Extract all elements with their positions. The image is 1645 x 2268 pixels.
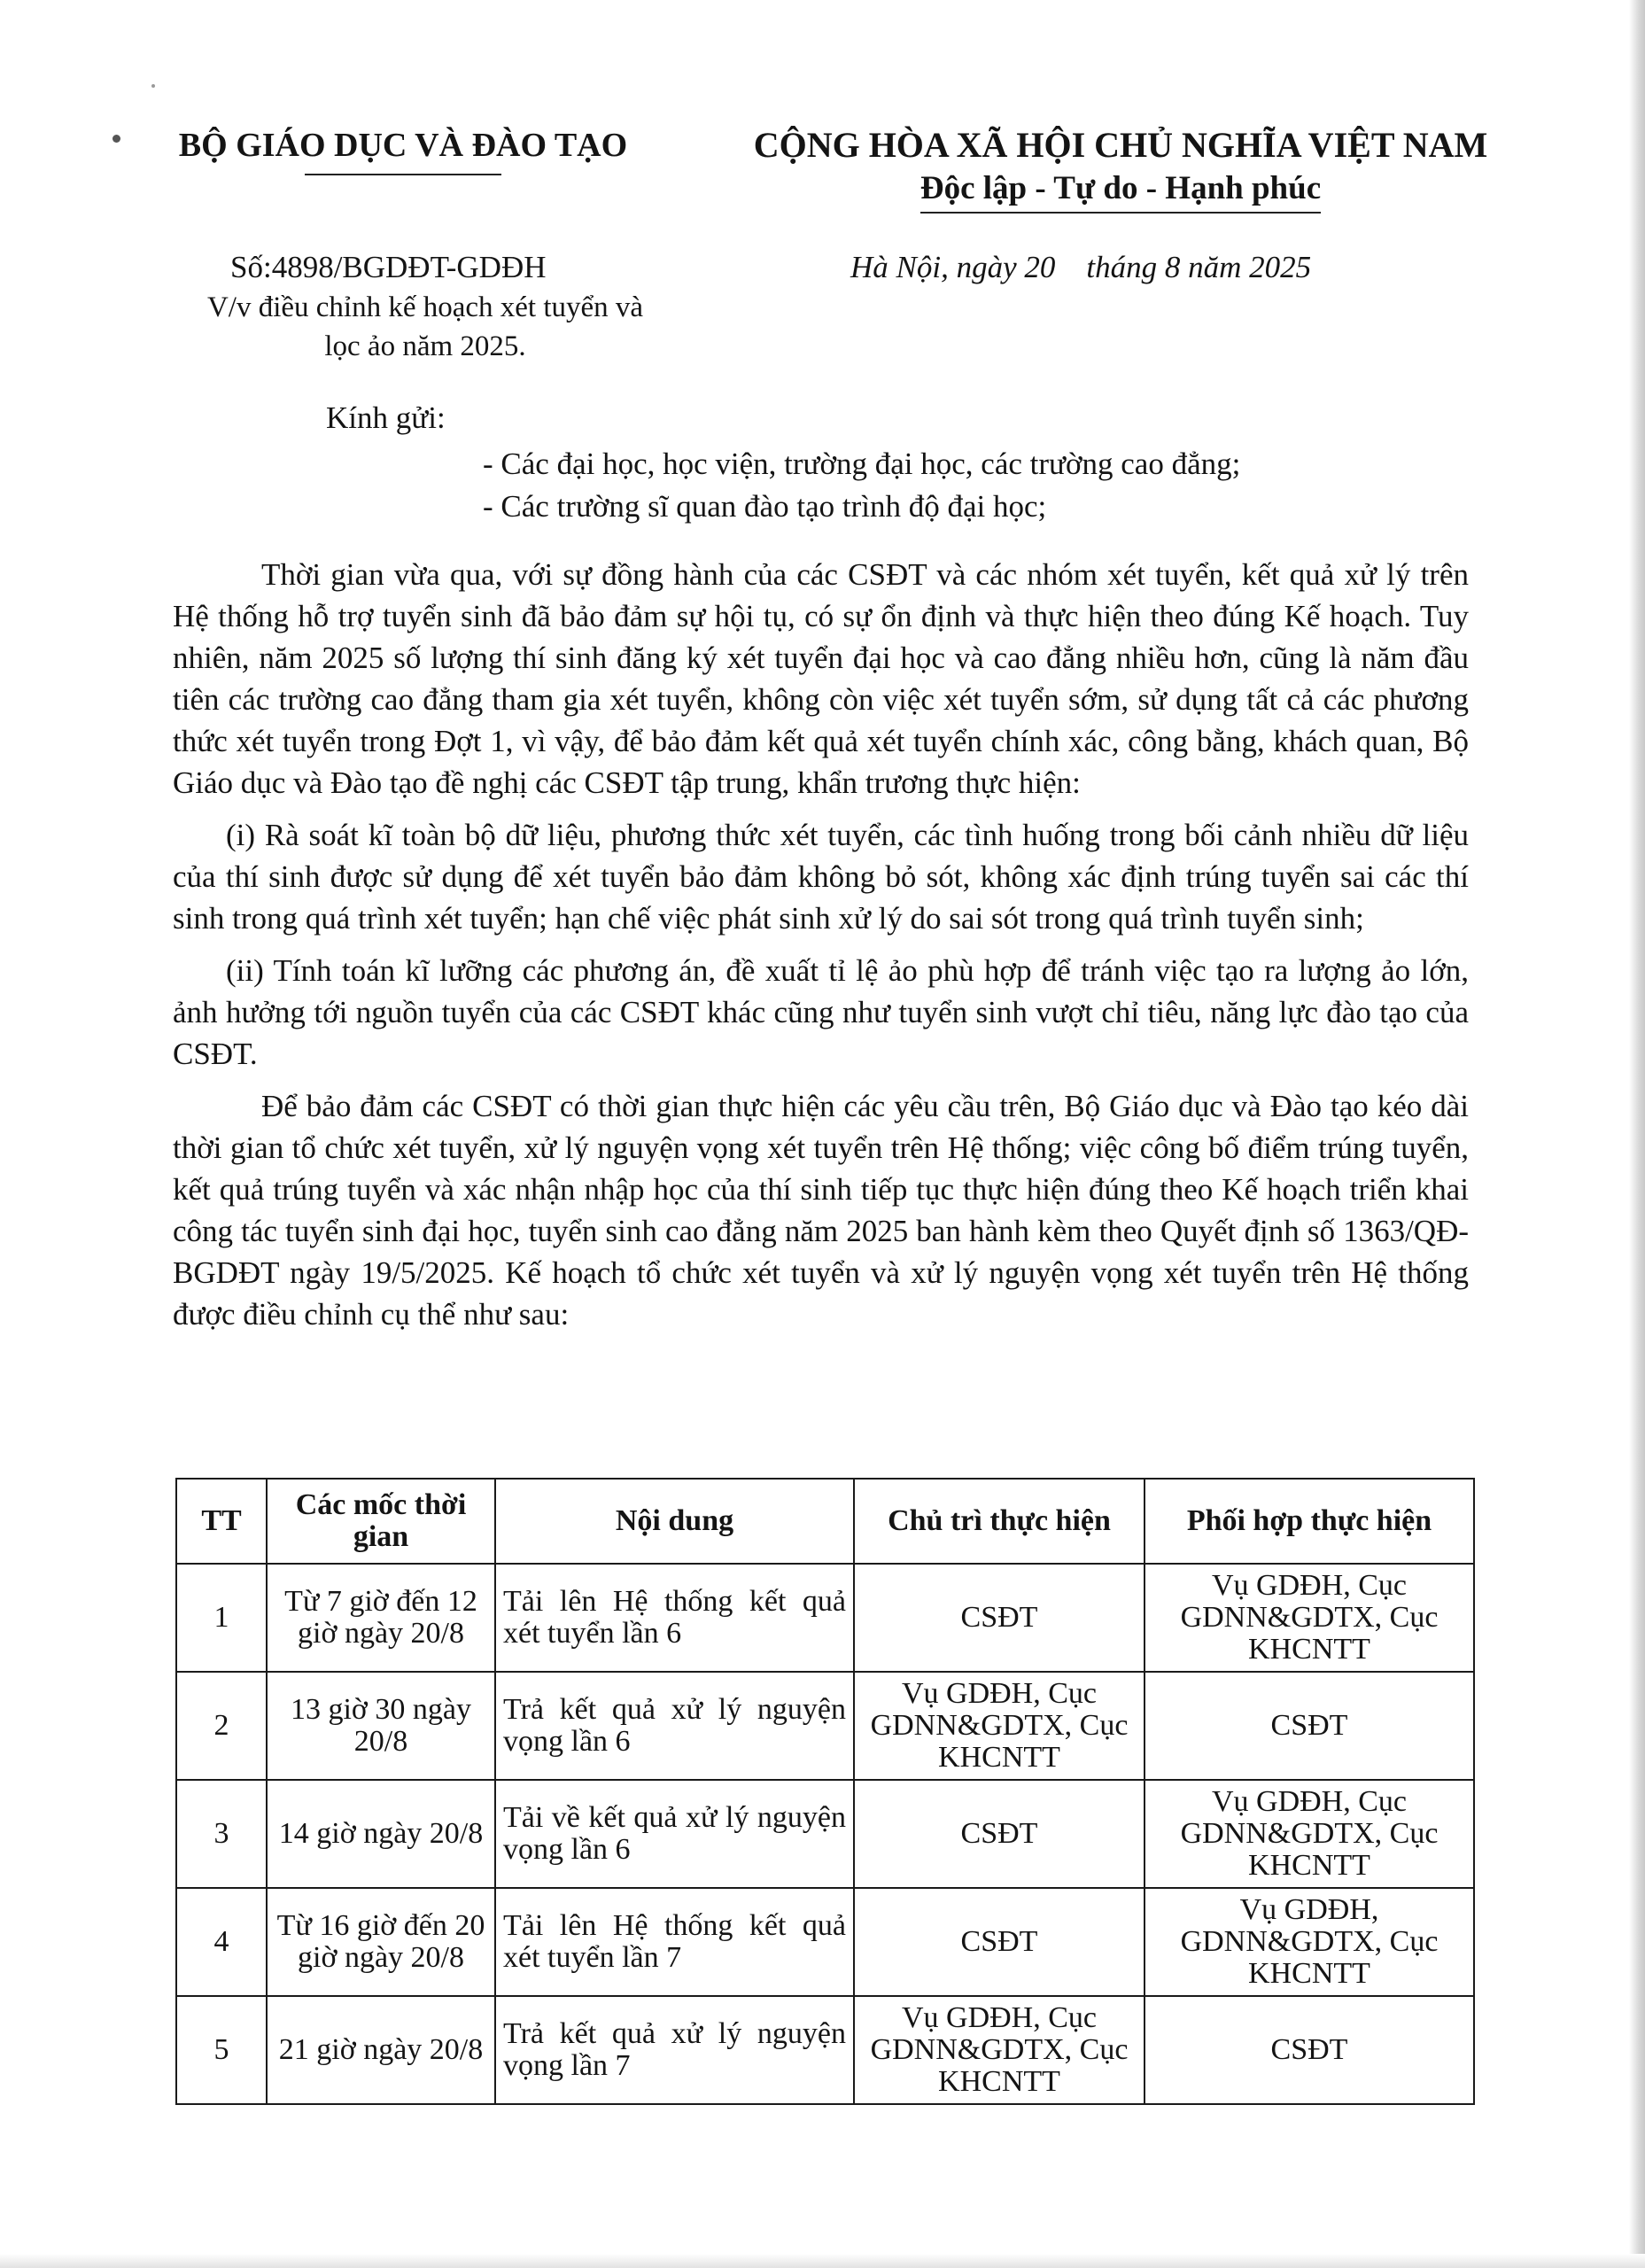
- ministry-header: [142, 124, 664, 175]
- cell-content: Trả kết quả xử lý nguyện vọng lần 6: [495, 1672, 854, 1780]
- subject-line: lọc ảo năm 2025.: [324, 330, 526, 362]
- recipient-item: - Các trường sĩ quan đào tạo trình độ đại học;: [483, 489, 1047, 524]
- page-bottom-shadow: [0, 2254, 1645, 2268]
- table-header-row: [176, 1479, 1474, 1564]
- cell-tt: 2: [176, 1672, 267, 1780]
- cell-lead: Vụ GDĐH, Cục GDNN&GDTX, Cục KHCNTT: [854, 1672, 1145, 1780]
- cell-content: Tải lên Hệ thống kết quả xét tuyển lần 6: [495, 1564, 854, 1672]
- cell-coord: CSĐT: [1145, 1672, 1474, 1780]
- cell-content: Tải lên Hệ thống kết quả xét tuyển lần 7: [495, 1888, 854, 1996]
- scan-speck: [113, 135, 120, 143]
- header-content: Nội dung: [495, 1479, 854, 1564]
- scan-speck: [151, 84, 155, 88]
- recipient-item: - Các đại học, học viện, trường đại học, các trường cao đẳng;: [483, 447, 1241, 481]
- cell-time: Từ 16 giờ đến 20 giờ ngày 20/8: [267, 1888, 495, 1996]
- table-row: [176, 1780, 1474, 1888]
- body-paragraph: (i) Rà soát kĩ toàn bộ dữ liệu, phương thức xét tuyển, các tình huống trong bối cảnh nhiều dữ liệu của thí sinh được sử dụng để xét tuyển bảo đảm không bỏ sót, không xác định trúng tuyển sai các thí sinh trong quá trình xét tuyển; hạn chế việc phát sinh xử lý do sai sót trong quá trình tuyển sinh;: [173, 818, 1469, 936]
- body-paragraph: Thời gian vừa qua, với sự đồng hành của các CSĐT và các nhóm xét tuyển, kết quả xử lý trên Hệ thống hỗ trợ tuyển sinh đã bảo đảm sự hội tụ, có sự ổn định và thực hiện theo đúng Kế hoạch. Tuy nhiên, năm 2025 số lượng thí sinh đăng ký xét tuyển đại học và cao đẳng nhiều hơn, cũng là năm đầu tiên các trường cao đẳng tham gia xét tuyển, không còn việc xét tuyển sớm, sử dụng tất cả các phương thức xét tuyển trong Đợt 1, vì vậy, để bảo đảm kết quả xét tuyển chính xác, công bằng, khách quan, Bộ Giáo dục và Đào tạo đề nghị các CSĐT tập trung, khẩn trương thực hiện:: [173, 557, 1469, 800]
- schedule-table: [175, 1478, 1475, 2105]
- cell-lead: CSĐT: [854, 1564, 1145, 1672]
- cell-tt: 5: [176, 1996, 267, 2104]
- table-row: [176, 1672, 1474, 1780]
- cell-coord: Vụ GDĐH, Cục GDNN&GDTX, Cục KHCNTT: [1145, 1780, 1474, 1888]
- subject-line: V/v điều chỉnh kế hoạch xét tuyển và: [206, 291, 644, 323]
- recipient-list: [483, 443, 1240, 528]
- cell-time: 14 giờ ngày 20/8: [267, 1780, 495, 1888]
- document-subject: [168, 288, 682, 366]
- cell-content: Tải về kết quả xử lý nguyện vọng lần 6: [495, 1780, 854, 1888]
- cell-tt: 3: [176, 1780, 267, 1888]
- body-paragraph: Để bảo đảm các CSĐT có thời gian thực hiện các yêu cầu trên, Bộ Giáo dục và Đào tạo kéo dài thời gian tổ chức xét tuyển, xử lý nguyện vọng xét tuyển trên Hệ thống; việc công bố điểm trúng tuyển, kết quả trúng tuyển và xác nhận nhập học của thí sinh tiếp tục thực hiện đúng theo Kế hoạch triển khai công tác tuyển sinh đại học, tuyển sinh cao đẳng năm 2025 ban hành kèm theo Quyết định số 1363/QĐ-BGDĐT ngày 19/5/2025. Kế hoạch tổ chức xét tuyển và xử lý nguyện vọng xét tuyển trên Hệ thống được điều chỉnh cụ thể như sau:: [173, 1089, 1469, 1332]
- header-lead: Chủ trì thực hiện: [854, 1479, 1145, 1564]
- cell-coord: Vụ GDĐH, GDNN&GDTX, Cục KHCNTT: [1145, 1888, 1474, 1996]
- document-number: Số:4898/BGDĐT-GDĐH: [230, 250, 547, 284]
- cell-coord: Vụ GDĐH, Cục GDNN&GDTX, Cục KHCNTT: [1145, 1564, 1474, 1672]
- header-coord: Phối hợp thực hiện: [1145, 1479, 1474, 1564]
- national-motto: Độc lập - Tự do - Hạnh phúc: [920, 168, 1321, 214]
- salutation: Kính gửi:: [326, 400, 446, 435]
- national-header: [700, 124, 1541, 214]
- cell-lead: Vụ GDĐH, Cục GDNN&GDTX, Cục KHCNTT: [854, 1996, 1145, 2104]
- cell-lead: CSĐT: [854, 1780, 1145, 1888]
- cell-coord: CSĐT: [1145, 1996, 1474, 2104]
- header-tt: TT: [176, 1479, 267, 1564]
- cell-tt: 4: [176, 1888, 267, 1996]
- document-date: Hà Nội, ngày 20 tháng 8 năm 2025: [850, 250, 1312, 284]
- header-time: Các mốc thời gian: [267, 1479, 495, 1564]
- table-row: [176, 1996, 1474, 2104]
- country-name: CỘNG HÒA XÃ HỘI CHỦ NGHĨA VIỆT NAM: [753, 125, 1488, 165]
- page-edge-shadow: [1629, 0, 1645, 2268]
- cell-time: 13 giờ 30 ngày 20/8: [267, 1672, 495, 1780]
- cell-content: Trả kết quả xử lý nguyện vọng lần 7: [495, 1996, 854, 2104]
- body-paragraph: (ii) Tính toán kĩ lưỡng các phương án, đề xuất tỉ lệ ảo phù hợp để tránh việc tạo ra lượng ảo lớn, ảnh hưởng tới nguồn tuyển của các CSĐT khác cũng như tuyển sinh vượt chỉ tiêu, năng lực đào tạo của CSĐT.: [173, 953, 1469, 1071]
- table-row: [176, 1888, 1474, 1996]
- letter-body: [173, 554, 1469, 1346]
- cell-tt: 1: [176, 1564, 267, 1672]
- cell-time: 21 giờ ngày 20/8: [267, 1996, 495, 2104]
- table-row: [176, 1564, 1474, 1672]
- cell-time: Từ 7 giờ đến 12 giờ ngày 20/8: [267, 1564, 495, 1672]
- cell-lead: CSĐT: [854, 1888, 1145, 1996]
- ministry-underline: [305, 174, 501, 175]
- ministry-name: BỘ GIÁO DỤC VÀ ĐÀO TẠO: [178, 127, 628, 164]
